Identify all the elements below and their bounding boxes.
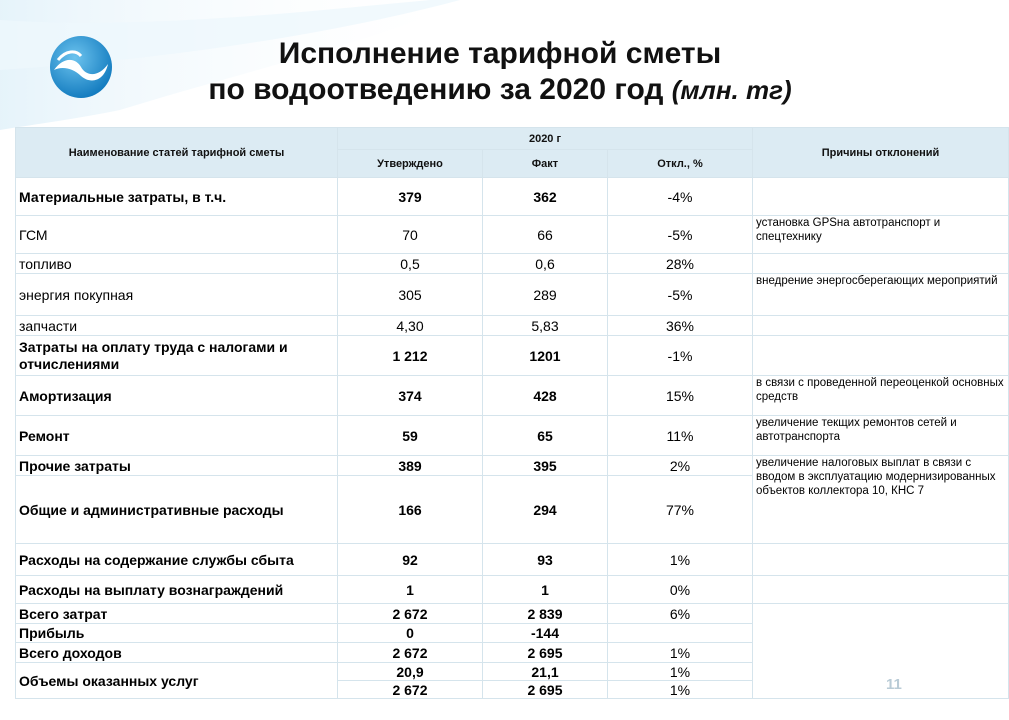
page-number: 11 <box>886 676 902 693</box>
company-logo <box>48 34 114 100</box>
table-row <box>16 544 1009 576</box>
table-row <box>16 274 1009 316</box>
row-approved: 2 672 <box>338 604 483 624</box>
row-fact: 65 <box>483 416 608 456</box>
table-row <box>16 604 1009 624</box>
row-name: запчасти <box>16 316 338 336</box>
row-fact: 1 <box>483 576 608 604</box>
row-fact: 21,1 <box>483 663 608 681</box>
row-reason: увеличение налоговых выплат в связи с вводом в эксплуатацию модернизированных объектов коллектора 10, КНС 7 <box>753 456 1009 544</box>
row-fact: 93 <box>483 544 608 576</box>
header-deviation: Откл., % <box>608 150 753 178</box>
header-fact: Факт <box>483 150 608 178</box>
row-reason <box>753 254 1009 274</box>
row-name: Расходы на содержание службы сбыта <box>16 544 338 576</box>
header-reasons: Причины отклонений <box>753 128 1009 178</box>
row-reason <box>753 178 1009 216</box>
title-unit: (млн. тг) <box>671 75 792 105</box>
row-approved: 0,5 <box>338 254 483 274</box>
row-approved: 379 <box>338 178 483 216</box>
row-reason: внедрение энергосберегающих мероприятий <box>753 274 1009 316</box>
row-deviation: 0% <box>608 576 753 604</box>
header-name: Наименование статей тарифной сметы <box>16 128 338 178</box>
row-fact: 294 <box>483 476 608 544</box>
row-fact: 1201 <box>483 336 608 376</box>
row-reason: в связи с проведенной переоценкой основных средств <box>753 376 1009 416</box>
row-deviation: 1% <box>608 544 753 576</box>
row-deviation: 28% <box>608 254 753 274</box>
row-name: Общие и административные расходы <box>16 476 338 544</box>
row-name: Затраты на оплату труда с налогами и отчислениями <box>16 336 338 376</box>
row-deviation: -4% <box>608 178 753 216</box>
row-reason: установка GPSна автотранспорт и спецтехнику <box>753 216 1009 254</box>
row-deviation: 2% <box>608 456 753 476</box>
row-reason <box>753 336 1009 376</box>
row-deviation: 15% <box>608 376 753 416</box>
row-approved: 374 <box>338 376 483 416</box>
row-fact: 428 <box>483 376 608 416</box>
table-row <box>16 456 1009 476</box>
row-deviation: -1% <box>608 336 753 376</box>
row-name: Прибыль <box>16 624 338 643</box>
table-row <box>16 416 1009 456</box>
row-fact: 2 695 <box>483 681 608 699</box>
row-deviation: 6% <box>608 604 753 624</box>
row-approved: 389 <box>338 456 483 476</box>
row-deviation: 36% <box>608 316 753 336</box>
row-name: Амортизация <box>16 376 338 416</box>
row-approved: 166 <box>338 476 483 544</box>
row-reason <box>753 316 1009 336</box>
row-approved: 59 <box>338 416 483 456</box>
row-fact: 289 <box>483 274 608 316</box>
row-fact: 0,6 <box>483 254 608 274</box>
row-fact: 66 <box>483 216 608 254</box>
row-name: топливо <box>16 254 338 274</box>
table-row <box>16 254 1009 274</box>
row-approved: 2 672 <box>338 643 483 663</box>
table-row <box>16 376 1009 416</box>
row-fact: -144 <box>483 624 608 643</box>
row-deviation: 77% <box>608 476 753 544</box>
title-line-2-text: по водоотведению за 2020 год <box>208 73 664 106</box>
row-fact: 2 839 <box>483 604 608 624</box>
row-name: ГСМ <box>16 216 338 254</box>
title-line-2 <box>120 72 880 108</box>
tariff-estimate-table <box>15 127 1009 699</box>
row-approved: 92 <box>338 544 483 576</box>
row-reason: увеличение текщих ремонтов сетей и автотранспорта <box>753 416 1009 456</box>
row-approved: 305 <box>338 274 483 316</box>
row-deviation: 11% <box>608 416 753 456</box>
row-deviation: -5% <box>608 274 753 316</box>
row-name: Расходы на выплату вознаграждений <box>16 576 338 604</box>
page-title <box>120 36 880 108</box>
row-deviation: 1% <box>608 643 753 663</box>
row-fact: 2 695 <box>483 643 608 663</box>
row-approved: 0 <box>338 624 483 643</box>
row-approved: 2 672 <box>338 681 483 699</box>
table-row <box>16 336 1009 376</box>
row-deviation <box>608 624 753 643</box>
table-row <box>16 316 1009 336</box>
row-approved: 4,30 <box>338 316 483 336</box>
row-approved: 70 <box>338 216 483 254</box>
header-year: 2020 г <box>338 128 753 150</box>
row-name: энергия покупная <box>16 274 338 316</box>
row-reason <box>753 544 1009 576</box>
row-deviation: 1% <box>608 663 753 681</box>
row-reason <box>753 604 1009 699</box>
row-name: Ремонт <box>16 416 338 456</box>
row-fact: 395 <box>483 456 608 476</box>
table-row <box>16 178 1009 216</box>
row-approved: 1 <box>338 576 483 604</box>
row-fact: 362 <box>483 178 608 216</box>
row-reason <box>753 576 1009 604</box>
row-name: Всего доходов <box>16 643 338 663</box>
row-name: Материальные затраты, в т.ч. <box>16 178 338 216</box>
table-row <box>16 576 1009 604</box>
row-approved: 20,9 <box>338 663 483 681</box>
title-line-1: Исполнение тарифной сметы <box>278 37 722 70</box>
row-name: Прочие затраты <box>16 456 338 476</box>
row-name: Объемы оказанных услуг <box>16 663 338 699</box>
row-fact: 5,83 <box>483 316 608 336</box>
row-deviation: 1% <box>608 681 753 699</box>
table-row <box>16 216 1009 254</box>
row-approved: 1 212 <box>338 336 483 376</box>
row-name: Всего затрат <box>16 604 338 624</box>
row-deviation: -5% <box>608 216 753 254</box>
header-approved: Утверждено <box>338 150 483 178</box>
